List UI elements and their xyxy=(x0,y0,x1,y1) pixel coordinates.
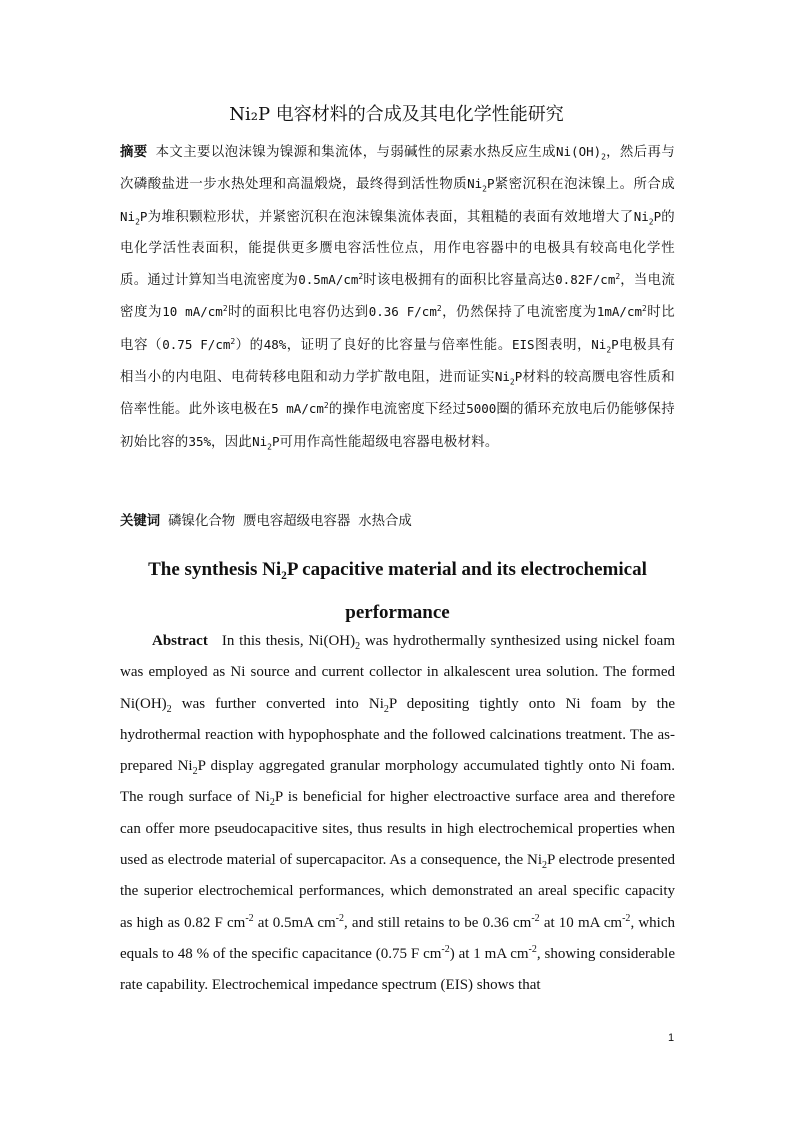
value-text: 5 mA/cm xyxy=(271,401,324,417)
abstract-text: 的操作电流密度下经过 xyxy=(328,402,467,418)
subscript: 2 xyxy=(166,703,172,715)
abstract-text: P depositing tightly onto Ni foam by the hydrothermal reaction with hypophosphate and the followed calcinations treatment. The as-prepared Ni xyxy=(120,695,675,775)
abstract-text: 圈的循环充放电后仍能够保持初始比容的 xyxy=(120,402,675,450)
chem-text: Ni xyxy=(591,336,607,352)
superscript: 2 xyxy=(436,304,442,314)
value-text: 0.36 F/cm xyxy=(368,304,437,320)
abstract-text: was further converted into Ni xyxy=(171,695,384,712)
chem-text: Ni xyxy=(494,369,510,385)
superscript: -2 xyxy=(245,912,254,924)
superscript: 2 xyxy=(323,401,329,411)
chinese-keywords xyxy=(120,508,675,536)
value xyxy=(369,304,442,319)
english-abstract-label: Abstract xyxy=(152,633,208,649)
subscript: 2 xyxy=(135,217,140,227)
chem-formula xyxy=(633,208,662,227)
subscript: 2 xyxy=(542,860,547,872)
abstract-text: ，仍然保持了电流密度为 xyxy=(441,305,597,321)
value xyxy=(271,401,329,416)
subscript: 2 xyxy=(192,766,198,778)
subscript: 2 xyxy=(269,797,275,809)
keywords-label: 关键词 xyxy=(120,514,161,529)
subscript: 2 xyxy=(601,152,606,162)
abstract-text: 时比电容（ xyxy=(120,305,675,353)
chem-text: Ni xyxy=(252,433,268,449)
abstract-text: 本文主要以泡沫镍为镍源和集流体，与弱碱性的尿素水热反应生成 xyxy=(155,145,556,160)
value xyxy=(555,272,620,287)
chem-formula xyxy=(556,144,606,162)
superscript: 2 xyxy=(615,272,621,282)
abstract-text: ）的 xyxy=(235,337,264,353)
subscript: 2 xyxy=(355,641,361,652)
chinese-title: Ni₂P 电容材料的合成及其电化学性能研究 xyxy=(229,104,564,125)
value xyxy=(162,304,227,319)
subscript: 2 xyxy=(482,184,487,194)
value-text: 0.82F/cm xyxy=(555,272,616,288)
value xyxy=(298,272,363,287)
superscript: -2 xyxy=(335,912,345,924)
abstract-text: at 10 mA cm xyxy=(539,914,623,931)
abstract-text: , showing considerable rate capability. Electrochemical impedance spectrum (EIS) shows that xyxy=(120,945,676,994)
abstract-text: was hydrothermally synthesized using nickel foam was employed as Ni source and current collector in alkalescent urea solution. The formed Ni(OH) xyxy=(120,633,675,712)
chem-formula xyxy=(494,369,523,387)
chinese-abstract xyxy=(120,136,675,458)
abstract-text: ) at 1 mA cm xyxy=(449,945,529,962)
english-abstract xyxy=(120,626,675,1002)
page-number: 1 xyxy=(667,1032,675,1044)
value: 48% xyxy=(263,336,287,352)
abstract-text: , which equals to 48 % of the specific capacitance (0.75 F cm xyxy=(120,914,675,962)
chem-formula xyxy=(467,176,495,194)
chem-text: P xyxy=(272,433,280,449)
abstract-text: In this thesis, Ni(OH) xyxy=(221,633,356,649)
chem-text: Ni xyxy=(120,208,136,224)
value-text: 1mA/cm xyxy=(596,304,643,320)
abstract-text: at 0.5mA cm xyxy=(253,914,336,931)
abstract-text: P display aggregated granular morphology accumulated tightly onto Ni foam. The rough surface of Ni xyxy=(120,758,675,806)
chem-text: P xyxy=(514,369,523,385)
abstract-text: 可用作高性能超级电容器电极材料。 xyxy=(279,434,499,450)
abstract-text: ，证明了良好的比容量与倍率性能。 xyxy=(286,337,512,353)
chem-formula xyxy=(252,433,280,452)
subscript: 2 xyxy=(606,345,612,355)
abstract-text: ，因此 xyxy=(211,434,253,450)
superscript: -2 xyxy=(622,912,631,924)
chem-formula xyxy=(591,336,619,355)
superscript: 2 xyxy=(230,336,236,346)
superscript: 2 xyxy=(642,304,647,314)
chem-text: P xyxy=(653,208,662,224)
abstract-text: P electrode presented the superior electrochemical performances, which demonstrated an areal specific capacity as high as 0.82 F cm xyxy=(120,852,675,931)
superscript: -2 xyxy=(531,912,540,924)
abstract-text: 电极具有相当小的内电阻、电荷转移电阻和动力学扩散电阻，进而证实 xyxy=(120,337,676,386)
abstract-text: ，然后再与次磷酸盐进一步水热处理和高温煅烧，最终得到活性物质 xyxy=(120,145,676,193)
value: EIS xyxy=(511,336,535,352)
chem-text: P xyxy=(611,336,619,352)
value: 5000 xyxy=(466,401,497,417)
chem-formula xyxy=(120,208,148,227)
subscript: 2 xyxy=(267,442,272,452)
value-text: 0.75 F/cm xyxy=(162,336,231,352)
abstract-text: 时的面积比电容仍达到 xyxy=(227,305,369,321)
chem-text: Ni(OH) xyxy=(556,144,602,159)
value-text: 0.5mA/cm xyxy=(298,272,359,288)
subscript: 2 xyxy=(509,377,515,387)
value xyxy=(597,304,647,319)
keyword: 水热合成 xyxy=(358,514,412,529)
chem-text: P xyxy=(139,208,148,224)
abstract-text: 时该电极拥有的面积比容量高达 xyxy=(363,273,556,289)
superscript: 2 xyxy=(358,272,364,282)
english-title: The synthesis Ni₂P capacitive material and its electrochemical performance xyxy=(148,559,647,623)
keyword: 磷镍化合物 xyxy=(168,514,236,529)
abstract-text: P is beneficial for higher electroactive surface area and therefore can offer more pseudocapacitive sites, thus results in high electrochemical properties when used as electrode material of supercapacitor. As a consequence, the Ni xyxy=(120,789,675,869)
value xyxy=(162,337,235,352)
abstract-text: , and still retains to be 0.36 cm xyxy=(344,914,532,931)
chem-text: Ni xyxy=(633,208,649,224)
abstract-text: 紧密沉积在泡沫镍上。所合成 xyxy=(494,177,675,193)
chem-text: Ni xyxy=(467,176,483,192)
value-text: 10 mA/cm xyxy=(162,304,223,320)
value: 35% xyxy=(188,433,212,449)
subscript: 2 xyxy=(648,217,654,227)
superscript: 2 xyxy=(222,304,228,314)
keyword: 赝电容超级电容器 xyxy=(243,514,351,529)
chem-text: P xyxy=(486,176,495,192)
superscript: -2 xyxy=(441,943,450,955)
abstract-text: ，当电流密度为 xyxy=(120,273,676,321)
abstract-text: 的电化学活性表面积，能提供更多赝电容活性位点，用作电容器中的电极具有较高电化学性质。通过计算知当电流密度为 xyxy=(120,209,675,289)
superscript: -2 xyxy=(528,943,537,955)
abstract-text: 图表明， xyxy=(534,337,592,353)
subscript: 2 xyxy=(383,703,389,715)
abstract-text: 材料的较高赝电容性质和倍率性能。此外该电极在 xyxy=(120,370,675,418)
chinese-abstract-label: 摘要 xyxy=(120,145,148,160)
abstract-text: 为堆积颗粒形状，并紧密沉积在泡沫镍集流体表面，其粗糙的表面有效地增大了 xyxy=(147,209,634,225)
